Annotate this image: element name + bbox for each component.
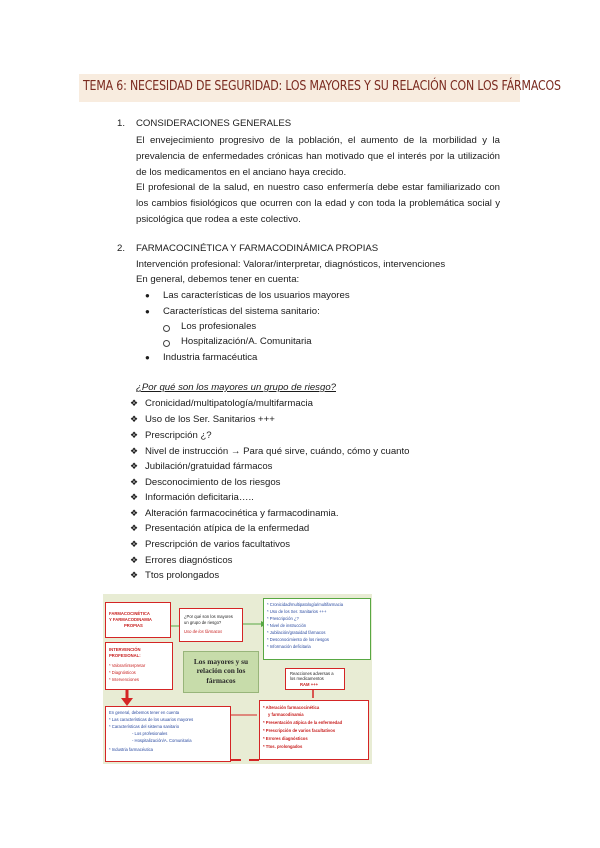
diamond-bullet-icon: ❖ [130,398,139,408]
map-text: * Ttos. prolongados [263,744,303,749]
map-text: los medicamentos [290,676,324,681]
section-2-line-1: Intervención profesional: Valorar/interpretar, diagnósticos, intervenciones [136,259,446,270]
map-text: Reacciones adversas a [290,671,334,676]
map-text: * Las características de los usuarios mayores [109,717,194,722]
map-text: ¿Por qué son los mayores [184,614,233,619]
map-text: * Alteración farmacocinética [263,705,320,710]
map-text: * Errores diagnósticos [263,736,308,741]
diamond-bullet-icon: ❖ [130,477,139,487]
bullet-item: Características del sistema sanitario: [163,306,320,317]
diamond-bullet-icon: ❖ [130,523,139,533]
reason-item: Prescripción de varios facultativos [145,539,291,550]
reason-item: Jubilación/gratuidad fármacos [145,461,273,472]
reason-item: Uso de los Ser. Sanitarios +++ [145,414,275,425]
reason-item: Errores diagnósticos [145,555,233,566]
map-text: FARMACOCINÉTICA [109,611,150,616]
diamond-bullet-icon: ❖ [130,555,139,565]
section-1-paragraph-2: El profesional de la salud, en nuestro caso enfermería debe estar familiarizado con los cambios fisiológicos que ocurren con la edad y con toda la problemática social y psicológica que rodea a este colectivo. [136,182,500,225]
diamond-bullet-icon: ❖ [130,570,139,580]
section-1-number: 1. [117,118,126,129]
map-box-clinical [259,700,369,760]
risk-question: ¿Por qué son los mayores un grupo de riesgo? [136,382,336,393]
map-box-general [105,706,231,762]
map-text: INTERVENCIÓN [109,647,141,652]
map-text: * Prescripción ¿? [267,616,299,621]
section-2-heading: FARMACOCINÉTICA Y FARMACODINÁMICA PROPIAS [136,243,379,254]
page-title: TEMA 6: NECESIDAD DE SEGURIDAD: LOS MAYORES Y SU RELACIÓN CON LOS FÁRMACOS [83,79,561,94]
section-2-line-2: En general, debemos tener en cuenta: [136,274,300,285]
map-text: * Valorar/interpretar [109,663,146,668]
map-text: - Los profesionales [132,731,168,736]
map-text: En general, debemos tener en cuenta [109,710,180,715]
sub-bullet-item: Hospitalización/A. Comunitaria [181,336,312,347]
reason-item: Presentación atípica de la enfermedad [145,523,310,534]
section-1-heading: CONSIDERACIONES GENERALES [136,118,292,129]
map-box-ram [285,668,345,690]
section-1-paragraph-1: El envejecimiento progresivo de la población, el aumento de la morbilidad y la prevalencia de enfermedades crónicas han motivado que el interés por la utilización de los medicamentos en el anciano haya crecido. [136,135,500,178]
connector-arrowhead [121,698,133,706]
bullet-dot: ● [145,353,150,362]
reason-item: Prescripción ¿? [145,430,212,441]
bullet-dot: ● [145,291,150,300]
map-text: y farmacodinamia [268,712,304,717]
map-central-topic [183,651,259,693]
diamond-bullet-icon: ❖ [130,461,139,471]
map-text: PROPIAS [124,623,143,628]
map-text: * Presentación atípica de la enfermedad [263,720,343,725]
bullet-item: Las características de los usuarios mayores [163,290,350,301]
map-text: * Nivel de instrucción [267,623,307,628]
sub-bullet-circle [163,325,170,332]
reason-item: Nivel de instrucción → Para qué sirve, cuándo, cómo y cuanto [145,446,410,457]
diamond-bullet-icon: ❖ [130,430,139,440]
map-text: * Diagnósticos [109,670,136,675]
map-text: - Hospitalización/A. Comunitaria [132,738,192,743]
reason-item: Ttos prolongados [145,570,220,581]
map-text: RAM +++ [300,682,319,687]
diamond-bullet-icon: ❖ [130,492,139,502]
map-box-pharmacokinetics [105,602,171,638]
map-text: Uso de los fármacos [184,629,223,634]
reason-item: Desconocimiento de los riesgos [145,477,281,488]
section-2-number: 2. [117,243,126,254]
map-box-risk-list [263,598,371,660]
bullet-item: Industria farmacéutica [163,352,258,363]
map-central-text: Los mayores y su relación con los fármacos [193,657,249,685]
reason-item: Cronicidad/multipatología/multifarmacia [145,398,313,409]
map-text: * Características del sistema sanitario [109,724,180,729]
diamond-bullet-icon: ❖ [130,539,139,549]
map-text: * Prescripción de varios facultativos [263,728,336,733]
map-box-intervention [105,642,173,690]
concept-map [103,594,372,764]
diamond-bullet-icon: ❖ [130,446,139,456]
map-box-risk-question [179,608,243,642]
sub-bullet-item: Los profesionales [181,321,257,332]
diamond-bullet-icon: ❖ [130,508,139,518]
reason-item: Información deficitaria….. [145,492,254,503]
map-text: * Información deficitaria [267,644,311,649]
sub-bullet-circle [163,340,170,347]
diamond-bullet-icon: ❖ [130,414,139,424]
map-text: PROFESIONAL: [109,653,141,658]
map-text: * Uso de los Ser. Sanitarios +++ [267,609,327,614]
reason-item: Alteración farmacocinética y farmacodinamia. [145,508,339,519]
map-text: * Cronicidad/multipatología/multifarmacia [267,602,344,607]
map-text: * Desconocimiento de los riesgos [267,637,329,642]
map-text: un grupo de riesgo? [184,620,222,625]
map-text: * Industria farmacéutica [109,747,153,752]
map-text: Y FARMACODINAMIA [109,617,152,622]
bullet-dot: ● [145,307,150,316]
map-text: * Intervenciones [109,677,140,682]
map-text: * Jubilación/gratuidad fármacos [267,630,326,635]
